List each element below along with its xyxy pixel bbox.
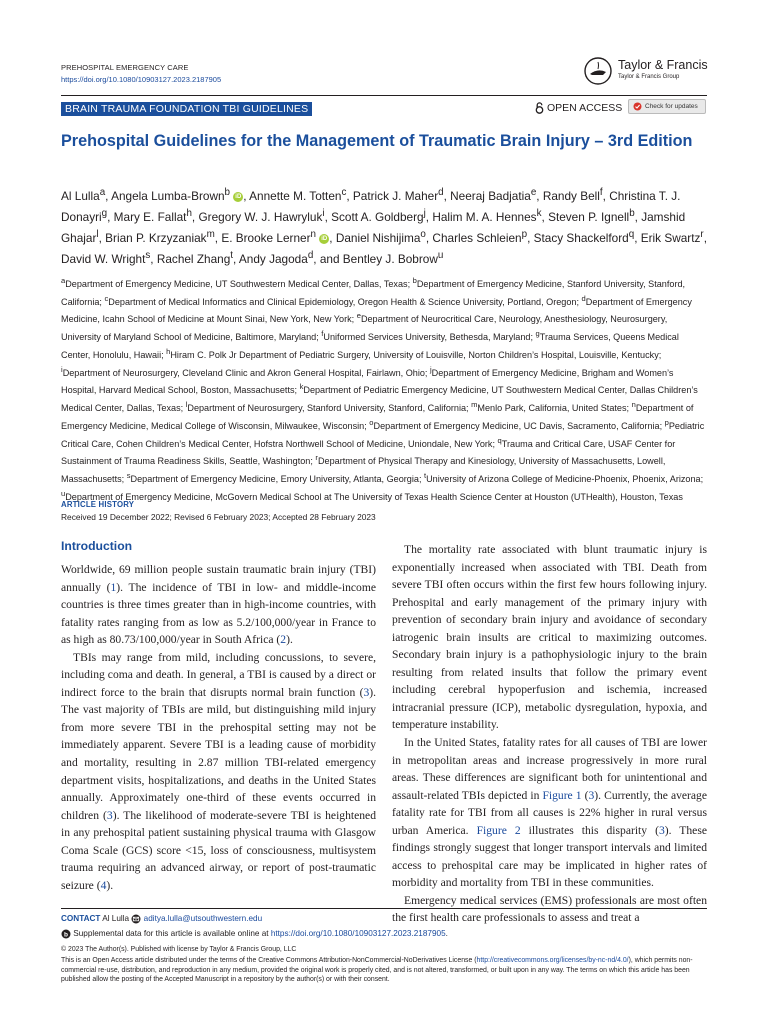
- header-rule: [61, 95, 707, 96]
- supplemental-line: b Supplemental data for this article is available online at https://doi.org/10.1080/10903127.2023.2187905.: [61, 929, 448, 939]
- open-lock-icon: [535, 102, 544, 114]
- open-access-label: [535, 102, 622, 114]
- publisher-group: Taylor & Francis Group: [618, 74, 680, 80]
- contact-label: CONTACT: [61, 914, 101, 924]
- introduction-heading: Introduction: [61, 539, 133, 553]
- section-tag: BRAIN TRAUMA FOUNDATION TBI GUIDELINES: [61, 102, 312, 116]
- license-text: This is an Open Access article distributed under the terms of the Creative Commons Attribution-NonCommercial-NoDerivatives License (http://creativecommons.org/licenses/by-nc-nd/4.0/), which permits non-commercial re-use, distribution, and reproduction in any medium, provided the original work is properly cited, and is not altered, transformed, or built upon in any way. The terms on which this article has been published allow the posting of the Accepted Manuscript in a repository by the author(s) or with their consent.: [61, 957, 693, 984]
- contact-name: Al Lulla: [102, 914, 130, 924]
- publisher-name: Taylor & Francis: [618, 58, 708, 72]
- article-history-heading: ARTICLE HISTORY: [61, 500, 135, 509]
- doi-link[interactable]: https://doi.org/10.1080/10903127.2023.2187905: [61, 75, 222, 84]
- journal-name: PREHOSPITAL EMERGENCY CARE: [61, 63, 189, 72]
- footer-rule: [61, 908, 707, 909]
- check-updates-button[interactable]: [628, 99, 706, 114]
- contact-email[interactable]: aditya.lulla@utsouthwestern.edu: [143, 914, 263, 924]
- author-list: Al Lulla$^a$, Angela Lumba-Brown$^b$ iD , Annette M. Totten$^c$, Patrick J. Maher$^d$, Neeraj Badjatia$^e$, Randy Bell$^f$, Christina T. J. Donayri$^g$, Mary E. Fallat$^h$, Gregory W. J. Hawryluk$^i$, Scott A. Goldberg$^j$, Halim M. A. Hennes$^k$, Steven P. Ignell$^b$, Jamshid Ghajar$^l$, Brian P. Krzyzaniak$^m$, E. Brooke Lerner$^n$ iD , Daniel Nishijima$^o$, Charles Schleien$^p$, Stacy Shackelford$^q$, Erik Swartz$^r$, David W. Wright$^s$, Rachel Zhang$^t$, Andy Jagoda$^d$, and Bentley J. Bobrow$^u$: [61, 187, 707, 266]
- open-access-text: OPEN ACCESS: [547, 102, 623, 114]
- body-left-column: Worldwide, 69 million people sustain traumatic brain injury (TBI) annually (1). The incidence of TBI in low- and middle-income countries is three times greater than in high-income countries, with fatality rates ranging from as low as 5.2/100,000/year in France to as high as 80.73/100,000/year in South Africa (2). TBIs may range from mild, including concussions, to severe, including coma and death. In general, a TBI is caused by a direct or indirect force to the brain that disrupts normal brain function (3). The vast majority of TBIs are mild, but distinguishing mild injury from more severe TBI in the prehospital setting may not be immediately apparent. Severe TBI is a leading cause of morbidity and mortality, resulting in 2.87 million TBI-related emergency department visits, hospitalizations, and deaths in the United States annually. Approximately one-third of these events occurred in children (3). The likelihood of moderate-severe TBI is heightened in any prehospital patient sustaining physical trauma with Glasgow Coma Scale (GCS) score <15, loss of consciousness, multisystem trauma requiring an advanced airway, or report of post-traumatic seizure (4).: [61, 563, 376, 892]
- supplemental-icon: [61, 929, 71, 939]
- publisher-logo: [583, 56, 713, 88]
- supplemental-link[interactable]: https://doi.org/10.1080/10903127.2023.2187905: [270, 929, 446, 939]
- contact-line: [61, 914, 262, 924]
- body-right-column: The mortality rate associated with blunt traumatic injury is exponentially increased when associated with TBI. Death from severe TBI often occurs within the first few hours following injury. Prehospital and early management of the primary injury with prevention of secondary brain injury and avoidance of secondary iatrogenic brain insults are critical to maximizing outcomes. Secondary brain injury is a pathophysiologic injury to the brain resulting from related insults that follow the primary event including cerebral hypoperfusion and ischemia, increased intracranial pressure (ICP), metabolic dysregulation, hypoxia, and temperature instability. In the United States, fatality rates for all causes of TBI are lower in metropolitan areas and increase progressively in more rural areas. These differences are significant both for unintentional and assault-related TBIs depicted in Figure 1 (3). Currently, the average fatality rate for TBI from all causes is 22% higher in rural versus urban America. Figure 2 illustrates this disparity (3). These findings strongly suggest that longer transport intervals and limited access to prehospital care may be implicated in higher rates of morbidity and mortality from TBI in these communities. Emergency medical services (EMS) professionals are most often the first health care professionals to assess and treat a: [392, 543, 707, 925]
- check-updates-icon: [633, 102, 642, 111]
- email-icon: [131, 914, 141, 924]
- article-title: Prehospital Guidelines for the Management of Traumatic Brain Injury – 3rd Edition: [61, 132, 693, 150]
- svg-text:b: b: [64, 931, 68, 939]
- check-updates-label: Check for updates: [645, 103, 698, 110]
- article-history-dates: Received 19 December 2022; Revised 6 February 2023; Accepted 28 February 2023: [61, 512, 376, 522]
- publisher-lamp-icon: [583, 56, 613, 86]
- copyright: © 2023 The Author(s). Published with license by Taylor & Francis Group, LLC: [61, 946, 297, 953]
- supplemental-text: Supplemental data for this article is available online at: [73, 929, 269, 939]
- affiliations: $^a$Department of Emergency Medicine, UT Southwestern Medical Center, Dallas, Texas; $^b$Department of Emergency Medicine, Stanford University, Stanford, California; $^c$Department of Medical Informatics and Clinical Epidemiology, Oregon Health & Science University, Portland, Oregon; $^d$Department of Emergency Medicine, Icahn School of Medicine at Mount Sinai, New York, New York; $^e$Department of Neurocritical Care, Neurology, Anesthesiology, Neurosurgery, University of Maryland School of Medicine, Baltimore, Maryland; $^f$Uniformed Services University, Bethesda, Maryland; $^g$Trauma Services, Queens Medical Center, Honolulu, Hawaii; $^h$Hiram C. Polk Jr Department of Pediatric Surgery, University of Louisville, Norton Children’s Hospital, Louisville, Kentucky; $^i$Department of Neurosurgery, Cleveland Clinic and Akron General Hospital, Fairlawn, Ohio; $^j$Department of Emergency Medicine, Brigham and Women’s Hospital, Harvard Medical School, Boston, Massachusetts; $^k$Department of Pediatric Emergency Medicine, UT Southwestern Medical Center, Dallas Children’s Medical Center, Dallas, Texas; $^l$Department of Neurosurgery, Stanford University, Stanford, California; $^m$Menlo Park, California, United States; $^n$Department of Emergency Medicine, Medical College of Wisconsin, Milwaukee, Wisconsin; $^o$Department of Emergency Medicine, UC Davis, Sacramento, California; $^p$Pediatric Critical Care, Cohen Children’s Medical Center, Hofstra Northwell School of Medicine, Uniondale, New York; $^q$Trauma and Critical Care, USAF Center for Sustainment of Trauma Readiness Skills, Seattle, Washington; $^r$Department of Physical Therapy and Kinesiology, University of Massachusetts, Lowell, Massachusetts; $^s$Department of Emergency Medicine, Emory University, Atlanta, Georgia; $^t$University of Arizona College of Medicine-Phoenix, Phoenix, Arizona; $^u$Department of Emergency Medicine, McGovern Medical School at The University of Texas Health Science Center at Houston (UTHealth), Houston, Texas: [61, 276, 705, 502]
